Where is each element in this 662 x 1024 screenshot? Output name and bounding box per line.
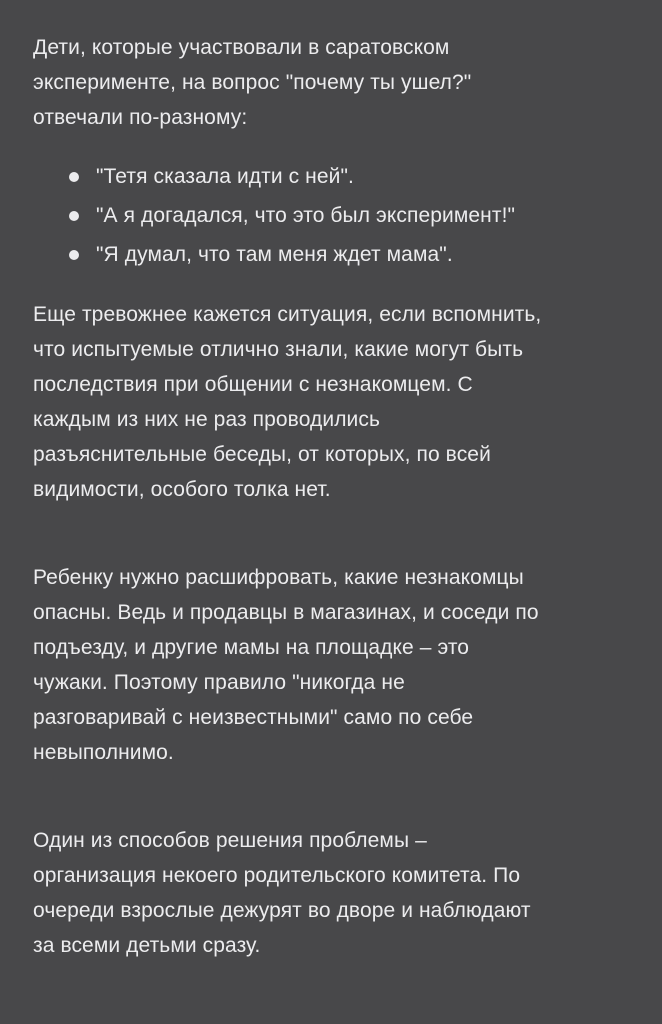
answer-text: "Я думал, что там меня ждет мама". [96, 243, 453, 266]
paragraph-3 [33, 560, 633, 770]
paragraph-line: организация некоего родительского комитета. По [33, 864, 521, 887]
paragraph-line: невыполнимо. [33, 741, 174, 764]
paragraph-line: последствия при общении с незнакомцем. С [33, 373, 473, 396]
answer-text: "Тетя сказала идти с ней". [96, 165, 354, 188]
list-item [33, 235, 633, 274]
paragraph-line: Один из способов решения проблемы – [33, 829, 427, 852]
paragraph-4 [33, 823, 633, 963]
paragraph-line: чужаки. Поэтому правило "никогда не [33, 671, 405, 694]
bullet-icon [69, 250, 79, 260]
paragraph-line: видимости, особого толка нет. [33, 478, 331, 501]
paragraph-line: разговаривай с неизвестными" само по себе [33, 706, 474, 729]
paragraph-line: что испытуемые отлично знали, какие могут быть [33, 338, 524, 361]
bullet-icon [69, 211, 79, 221]
paragraph-2 [33, 297, 633, 507]
paragraph-line: каждым из них не раз проводились [33, 408, 381, 431]
paragraph-line: Еще тревожнее кажется ситуация, если вспомнить, [33, 303, 542, 326]
intro-line: Дети, которые участвовали в саратовском [33, 36, 450, 59]
list-item [33, 157, 633, 196]
article-body [33, 30, 633, 963]
paragraph-line: очереди взрослые дежурят во дворе и наблюдают [33, 899, 531, 922]
paragraph-line: Ребенку нужно расшифровать, какие незнакомцы [33, 566, 524, 589]
paragraph-line: разъяснительные беседы, от которых, по всей [33, 443, 491, 466]
bullet-icon [69, 172, 79, 182]
answers-list [33, 157, 633, 274]
intro-paragraph [33, 30, 633, 135]
intro-line: отвечали по-разному: [33, 106, 248, 129]
intro-line: эксперименте, на вопрос "почему ты ушел?" [33, 71, 472, 94]
paragraph-line: опасны. Ведь и продавцы в магазинах, и соседи по [33, 601, 539, 624]
paragraph-line: подъезду, и другие мамы на площадке – это [33, 636, 470, 659]
paragraph-line: за всеми детьми сразу. [33, 934, 261, 957]
answer-text: "А я догадался, что это был эксперимент!" [96, 204, 516, 227]
list-item [33, 196, 633, 235]
